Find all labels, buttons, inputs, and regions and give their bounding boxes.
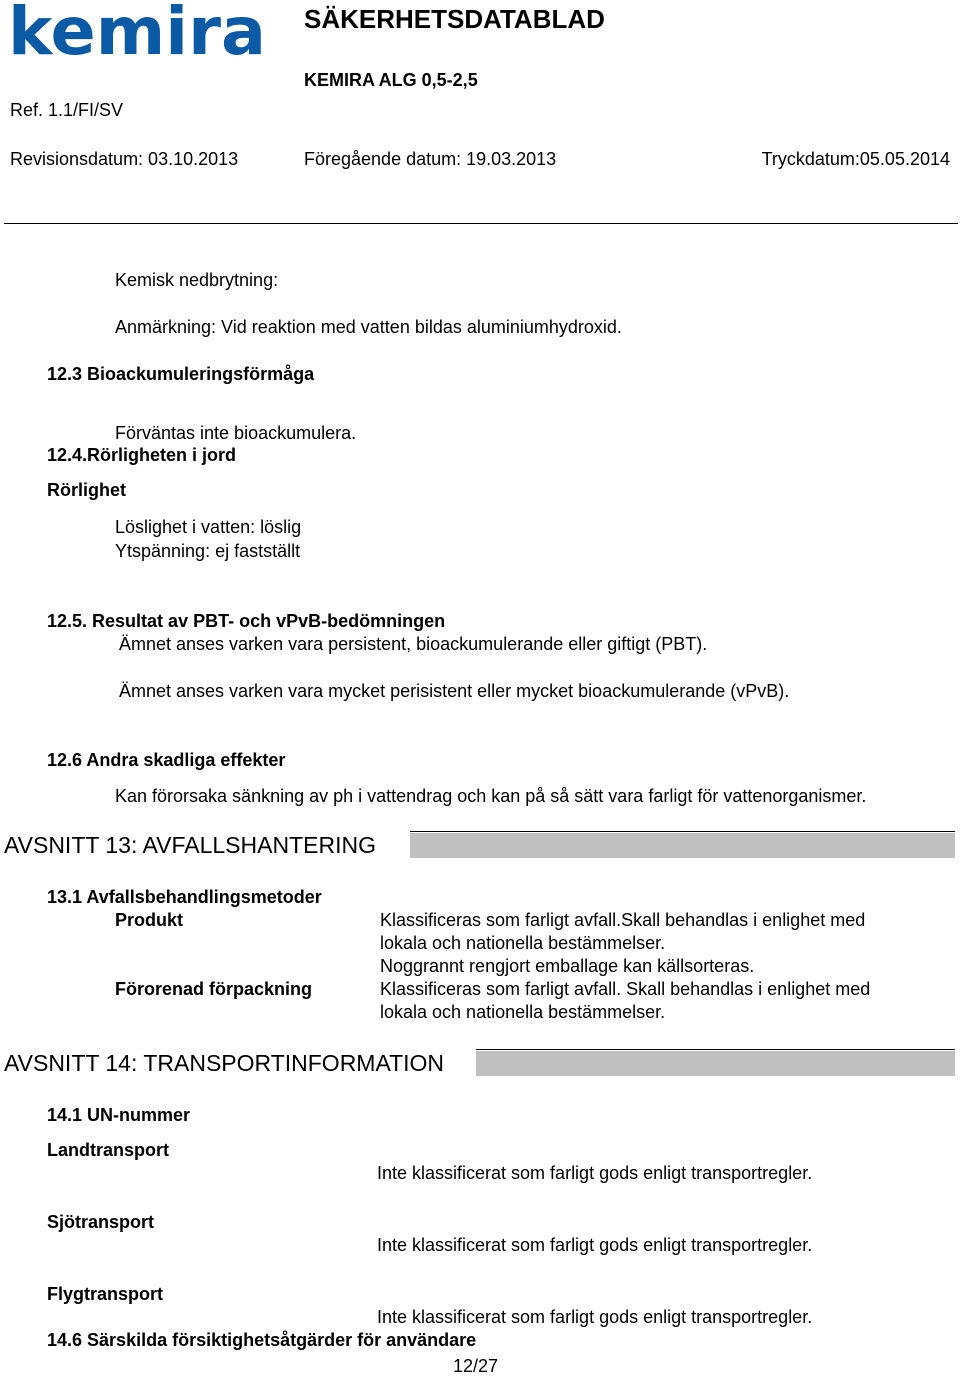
anmarkning-text: Anmärkning: Vid reaktion med vatten bildas aluminiumhydroxid. bbox=[115, 317, 622, 337]
section-13-heading: AVSNITT 13: AVFALLSHANTERING bbox=[4, 832, 376, 858]
section-14-heading: AVSNITT 14: TRANSPORTINFORMATION bbox=[4, 1050, 445, 1076]
heading-14-1: 14.1 UN-nummer bbox=[47, 1105, 191, 1125]
vpvb-text: Ämnet anses varken vara mycket perisistent eller mycket bioackumulerande (vPvB). bbox=[119, 681, 790, 701]
header-divider bbox=[4, 223, 958, 224]
bioackumulering-text: Förväntas inte bioackumulera. bbox=[115, 423, 357, 443]
heading-12-5: 12.5. Resultat av PBT- och vPvB-bedömningen bbox=[47, 611, 446, 631]
heading-12-6: 12.6 Andra skadliga effekter bbox=[47, 750, 286, 770]
loslighet-text: Löslighet i vatten: löslig bbox=[115, 517, 302, 537]
svg-text:kemira: kemira bbox=[8, 2, 266, 64]
produkt-line-2: lokala och nationella bestämmelser. bbox=[380, 933, 666, 953]
document-title: SÄKERHETSDATABLAD bbox=[304, 4, 605, 34]
product-name: KEMIRA ALG 0,5-2,5 bbox=[304, 70, 478, 90]
heading-14-6: 14.6 Särskilda försiktighetsåtgärder för användare bbox=[47, 1330, 477, 1350]
landtransport-label: Landtransport bbox=[47, 1140, 170, 1160]
skadliga-effekter-text: Kan förorsaka sänkning av ph i vattendrag och kan på så sätt vara farligt för vattenorganismer. bbox=[115, 786, 867, 806]
print-date: Tryckdatum:05.05.2014 bbox=[761, 149, 950, 169]
ytspanning-text: Ytspänning: ej fastställt bbox=[115, 541, 301, 561]
pbt-text: Ämnet anses varken vara persistent, bioackumulerande eller giftigt (PBT). bbox=[119, 634, 708, 654]
heading-12-4: 12.4.Rörligheten i jord bbox=[47, 445, 237, 465]
fororenad-line-1: Klassificeras som farligt avfall. Skall behandlas i enlighet med bbox=[380, 979, 871, 999]
section-14-bar bbox=[2, 1049, 955, 1076]
kemisk-nedbrytning-label: Kemisk nedbrytning: bbox=[115, 270, 279, 290]
produkt-line-1: Klassificeras som farligt avfall.Skall behandlas i enlighet med bbox=[380, 910, 866, 930]
page-number: 12/27 bbox=[453, 1356, 499, 1376]
fororenad-line-2: lokala och nationella bestämmelser. bbox=[380, 1002, 666, 1022]
produkt-line-3: Noggrannt rengjort emballage kan källsorteras. bbox=[380, 956, 755, 976]
flygtransport-label: Flygtransport bbox=[47, 1284, 164, 1304]
sjotransport-value: Inte klassificerat som farligt gods enligt transportregler. bbox=[377, 1235, 813, 1255]
reference: Ref. 1.1/FI/SV bbox=[10, 100, 124, 120]
produkt-label: Produkt bbox=[115, 910, 184, 930]
revision-date: Revisionsdatum: 03.10.2013 bbox=[10, 149, 239, 169]
sjotransport-label: Sjötransport bbox=[47, 1212, 155, 1232]
previous-date: Föregående datum: 19.03.2013 bbox=[304, 149, 557, 169]
heading-12-3: 12.3 Bioackumuleringsförmåga bbox=[47, 364, 315, 384]
landtransport-value: Inte klassificerat som farligt gods enligt transportregler. bbox=[377, 1163, 813, 1183]
flygtransport-value: Inte klassificerat som farligt gods enligt transportregler. bbox=[377, 1307, 813, 1327]
heading-13-1: 13.1 Avfallsbehandlingsmetoder bbox=[47, 887, 322, 907]
fororenad-forpackning-label: Förorenad förpackning bbox=[115, 979, 313, 999]
kemira-logo bbox=[8, 2, 270, 69]
section-13-bar bbox=[2, 831, 955, 858]
rorlighet-label: Rörlighet bbox=[47, 480, 126, 500]
